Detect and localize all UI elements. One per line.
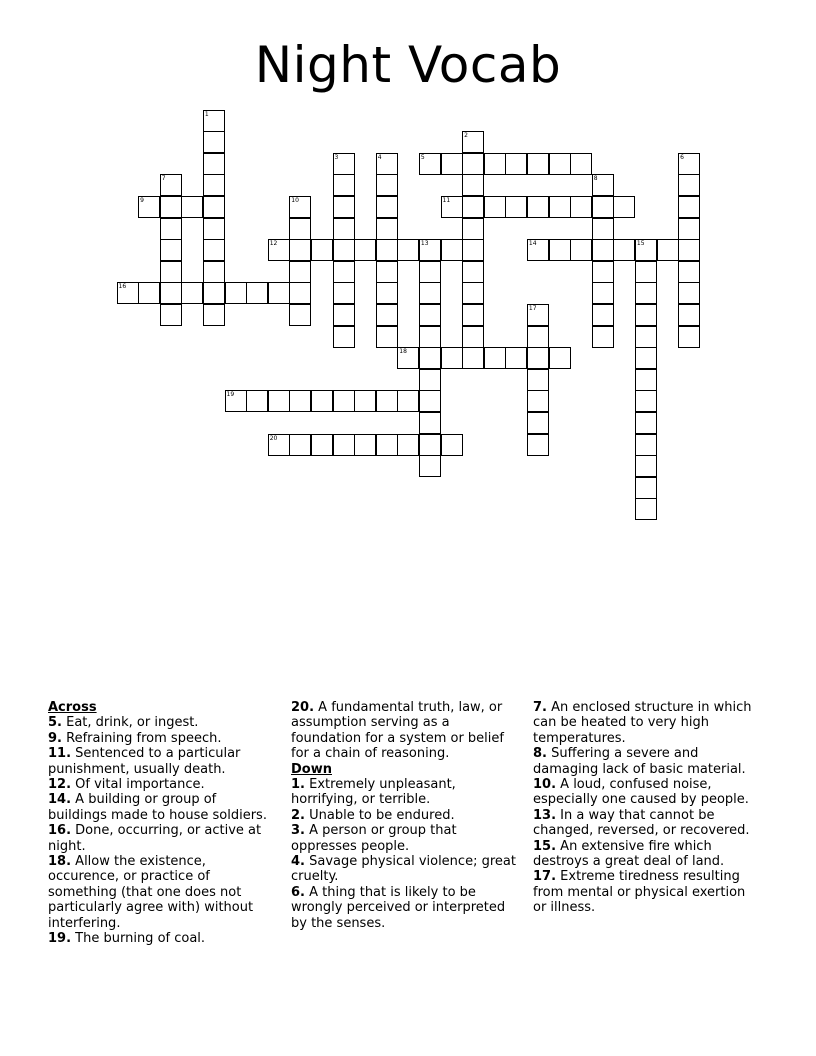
clue-across-19: 19. The burning of coal.	[48, 931, 206, 947]
grid-cell[interactable]	[419, 412, 441, 434]
grid-cell[interactable]	[268, 282, 290, 304]
grid-cell[interactable]	[678, 174, 700, 196]
grid-cell[interactable]	[203, 282, 225, 304]
grid-cell[interactable]	[441, 239, 463, 261]
grid-cell[interactable]	[678, 196, 700, 218]
grid-cell[interactable]	[181, 196, 203, 218]
down-heading: Down	[291, 761, 332, 777]
grid-clue-number: 15	[636, 240, 645, 248]
grid-cell[interactable]	[333, 174, 355, 196]
grid-cell[interactable]	[160, 239, 182, 261]
grid-cell[interactable]	[462, 174, 484, 196]
grid-cell[interactable]	[462, 218, 484, 240]
grid-cell[interactable]	[333, 218, 355, 240]
grid-cell[interactable]	[505, 347, 527, 369]
grid-clue-number: 2	[464, 132, 468, 140]
grid-cell[interactable]	[592, 326, 614, 348]
grid-cell[interactable]	[592, 218, 614, 240]
grid-cell[interactable]	[613, 239, 635, 261]
grid-clue-number: 10	[291, 196, 299, 204]
grid-cell[interactable]	[289, 282, 311, 304]
grid-cell[interactable]	[311, 434, 333, 456]
grid-clue-number: 3	[334, 153, 339, 161]
clue-down-17: 17. Extreme tiredness resulting from mental or physical exertion or illness.	[533, 869, 746, 916]
grid-cell[interactable]	[635, 390, 657, 412]
grid-cell[interactable]	[376, 282, 398, 304]
grid-cell[interactable]	[397, 434, 419, 456]
grid-cell[interactable]	[203, 218, 225, 240]
grid-cell[interactable]	[419, 304, 441, 326]
grid-cell[interactable]	[333, 326, 355, 348]
grid-cell[interactable]	[462, 196, 484, 218]
grid-clue-number: 13	[420, 240, 429, 248]
grid-cell[interactable]	[311, 239, 333, 261]
grid-cell[interactable]	[592, 304, 614, 326]
grid-cell[interactable]	[376, 218, 398, 240]
clue-across-18: 18. Allow the existence, occurence, or practice of something (that one does not particularly agree with) without interfering.	[48, 854, 254, 931]
grid-cell[interactable]	[333, 434, 355, 456]
grid-cell[interactable]	[635, 326, 657, 348]
grid-cell[interactable]	[527, 369, 549, 391]
grid-cell[interactable]	[678, 304, 700, 326]
grid-cell[interactable]	[678, 261, 700, 283]
grid-cell[interactable]	[635, 434, 657, 456]
grid-clue-number: 4	[377, 153, 382, 161]
grid-cell[interactable]	[527, 390, 549, 412]
grid-cell[interactable]	[592, 196, 614, 218]
grid-cell[interactable]	[462, 282, 484, 304]
clue-down-15: 15. An extensive fire which destroys a great deal of land.	[533, 838, 725, 870]
grid-cell[interactable]	[419, 282, 441, 304]
grid-cell[interactable]	[462, 261, 484, 283]
grid-cell[interactable]	[527, 326, 549, 348]
grid-cell[interactable]	[419, 347, 441, 369]
grid-cell[interactable]	[505, 196, 527, 218]
grid-cell[interactable]	[333, 390, 355, 412]
grid-cell[interactable]	[635, 304, 657, 326]
grid-cell[interactable]	[138, 282, 160, 304]
grid-cell[interactable]	[289, 218, 311, 240]
grid-cell[interactable]	[289, 239, 311, 261]
grid-cell[interactable]	[484, 196, 506, 218]
grid-cell[interactable]	[441, 347, 463, 369]
grid-cell[interactable]	[160, 282, 182, 304]
grid-cell[interactable]	[657, 239, 679, 261]
grid-cell[interactable]	[160, 196, 182, 218]
clue-across-12: 12. Of vital importance.	[48, 777, 205, 793]
grid-cell[interactable]	[613, 196, 635, 218]
grid-cell[interactable]	[441, 434, 463, 456]
grid-cell[interactable]	[203, 239, 225, 261]
grid-cell[interactable]	[289, 304, 311, 326]
grid-cell[interactable]	[203, 304, 225, 326]
clues-column-2	[291, 700, 519, 931]
grid-cell[interactable]	[160, 218, 182, 240]
grid-cell[interactable]	[570, 196, 592, 218]
grid-clue-number: 1	[204, 110, 209, 118]
grid-cell[interactable]	[635, 412, 657, 434]
clue-across-14: 14. A building or group of buildings made to house soldiers.	[48, 792, 267, 823]
grid-cell[interactable]	[570, 153, 592, 175]
grid-cell[interactable]	[376, 261, 398, 283]
clue-across-5: 5. Eat, drink, or ingest.	[48, 715, 199, 731]
grid-cell[interactable]	[354, 390, 376, 412]
grid-cell[interactable]	[462, 326, 484, 348]
grid-cell[interactable]	[635, 455, 657, 477]
grid-cell[interactable]	[419, 434, 441, 456]
grid-cell[interactable]	[419, 326, 441, 348]
clue-down-7: 7. An enclosed structure in which can be heated to very high temperatures.	[533, 700, 752, 746]
grid-clue-number: 9	[140, 196, 144, 204]
clues-column-3	[533, 700, 761, 916]
grid-cell[interactable]	[462, 239, 484, 261]
clue-down-13: 13. In a way that cannot be changed, reversed, or recovered.	[533, 807, 750, 839]
grid-clue-number: 12	[269, 240, 278, 248]
grid-cell[interactable]	[376, 174, 398, 196]
grid-cell[interactable]	[419, 390, 441, 412]
grid-cell[interactable]	[397, 390, 419, 412]
grid-cell[interactable]	[333, 196, 355, 218]
grid-cell[interactable]	[376, 304, 398, 326]
grid-cell[interactable]	[203, 131, 225, 153]
clue-across-11: 11. Sentenced to a particular punishment, usually death.	[48, 746, 241, 777]
grid-cell[interactable]	[635, 282, 657, 304]
grid-cell[interactable]	[678, 282, 700, 304]
grid-cell[interactable]	[203, 196, 225, 218]
grid-clue-number: 5	[420, 153, 425, 161]
grid-cell[interactable]	[462, 347, 484, 369]
grid-cell[interactable]	[592, 261, 614, 283]
clues-column-1	[48, 700, 276, 947]
clue-down-8: 8. Suffering a severe and damaging lack of basic material.	[533, 746, 746, 777]
grid-cell[interactable]	[376, 326, 398, 348]
clue-down-4: 4. Savage physical violence; great cruelty.	[291, 854, 516, 885]
grid-cell[interactable]	[678, 326, 700, 348]
grid-clue-number: 20	[269, 434, 278, 442]
grid-cell[interactable]	[484, 153, 506, 175]
clue-down-3: 3. A person or group that oppresses people.	[291, 823, 457, 854]
grid-cell[interactable]	[397, 239, 419, 261]
grid-cell[interactable]	[160, 261, 182, 283]
grid-clue-number: 17	[528, 304, 537, 312]
grid-cell[interactable]	[678, 239, 700, 261]
grid-cell[interactable]	[635, 347, 657, 369]
grid-cell[interactable]	[527, 347, 549, 369]
clue-down-1: 1. Extremely unpleasant, horrifying, or terrible.	[291, 777, 456, 808]
grid-cell[interactable]	[181, 282, 203, 304]
grid-cell[interactable]	[635, 477, 657, 499]
grid-cell[interactable]	[678, 218, 700, 240]
grid-cell[interactable]	[289, 261, 311, 283]
grid-cell[interactable]	[376, 434, 398, 456]
grid-cell[interactable]	[527, 196, 549, 218]
grid-cell[interactable]	[570, 239, 592, 261]
grid-cell[interactable]	[527, 412, 549, 434]
grid-cell[interactable]	[441, 153, 463, 175]
grid-clue-number: 6	[680, 153, 684, 161]
grid-cell[interactable]	[354, 239, 376, 261]
grid-clue-number: 14	[528, 240, 537, 248]
grid-cell[interactable]	[311, 390, 333, 412]
puzzle-title: Night Vocab	[254, 36, 562, 94]
grid-cell[interactable]	[635, 498, 657, 520]
grid-cell[interactable]	[333, 304, 355, 326]
grid-cell[interactable]	[203, 174, 225, 196]
grid-cell[interactable]	[203, 261, 225, 283]
across-heading: Across	[48, 700, 97, 715]
grid-clue-number: 16	[118, 283, 127, 291]
grid-cell[interactable]	[505, 153, 527, 175]
grid-cell[interactable]	[289, 434, 311, 456]
grid-cell[interactable]	[354, 434, 376, 456]
grid-cell[interactable]	[484, 347, 506, 369]
clue-across-16: 16. Done, occurring, or active at night.	[48, 823, 262, 854]
clue-down-10: 10. A loud, confused noise, especially one caused by people.	[533, 777, 749, 808]
clue-across-9: 9. Refraining from speech.	[48, 730, 222, 746]
grid-cell[interactable]	[462, 304, 484, 326]
grid-cell[interactable]	[376, 390, 398, 412]
grid-cell[interactable]	[592, 282, 614, 304]
grid-cell[interactable]	[203, 153, 225, 175]
grid-cell[interactable]	[549, 153, 571, 175]
grid-cell[interactable]	[246, 282, 268, 304]
grid-cell[interactable]	[289, 390, 311, 412]
clue-down-6: 6. A thing that is likely to be wrongly perceived or interpreted by the senses.	[291, 884, 506, 931]
grid-cell[interactable]	[419, 261, 441, 283]
grid-cell[interactable]	[527, 434, 549, 456]
grid-cell[interactable]	[592, 239, 614, 261]
grid-cell[interactable]	[376, 196, 398, 218]
grid-cell[interactable]	[419, 455, 441, 477]
grid-cell[interactable]	[527, 153, 549, 175]
grid-clue-number: 8	[593, 175, 598, 183]
grid-clue-number: 18	[399, 348, 407, 356]
grid-clue-number: 11	[442, 196, 451, 204]
grid-cell[interactable]	[246, 390, 268, 412]
grid-cell[interactable]	[268, 390, 290, 412]
grid-clue-number: 7	[161, 175, 166, 183]
grid-cell[interactable]	[549, 347, 571, 369]
grid-cell[interactable]	[549, 239, 571, 261]
grid-cell[interactable]	[225, 282, 247, 304]
grid-cell[interactable]	[419, 369, 441, 391]
grid-cell[interactable]	[635, 369, 657, 391]
grid-clue-number: 19	[226, 391, 235, 399]
grid-cell[interactable]	[462, 153, 484, 175]
grid-cell[interactable]	[333, 261, 355, 283]
clue-across-20: 20. A fundamental truth, law, or assumption serving as a foundation for a system or belief for a chain of reasoning.	[291, 700, 504, 762]
grid-cell[interactable]	[333, 239, 355, 261]
grid-cell[interactable]	[549, 196, 571, 218]
grid-cell[interactable]	[333, 282, 355, 304]
grid-cell[interactable]	[635, 261, 657, 283]
grid-cell[interactable]	[376, 239, 398, 261]
grid-cell[interactable]	[160, 304, 182, 326]
clue-down-2: 2. Unable to be endured.	[291, 807, 455, 823]
